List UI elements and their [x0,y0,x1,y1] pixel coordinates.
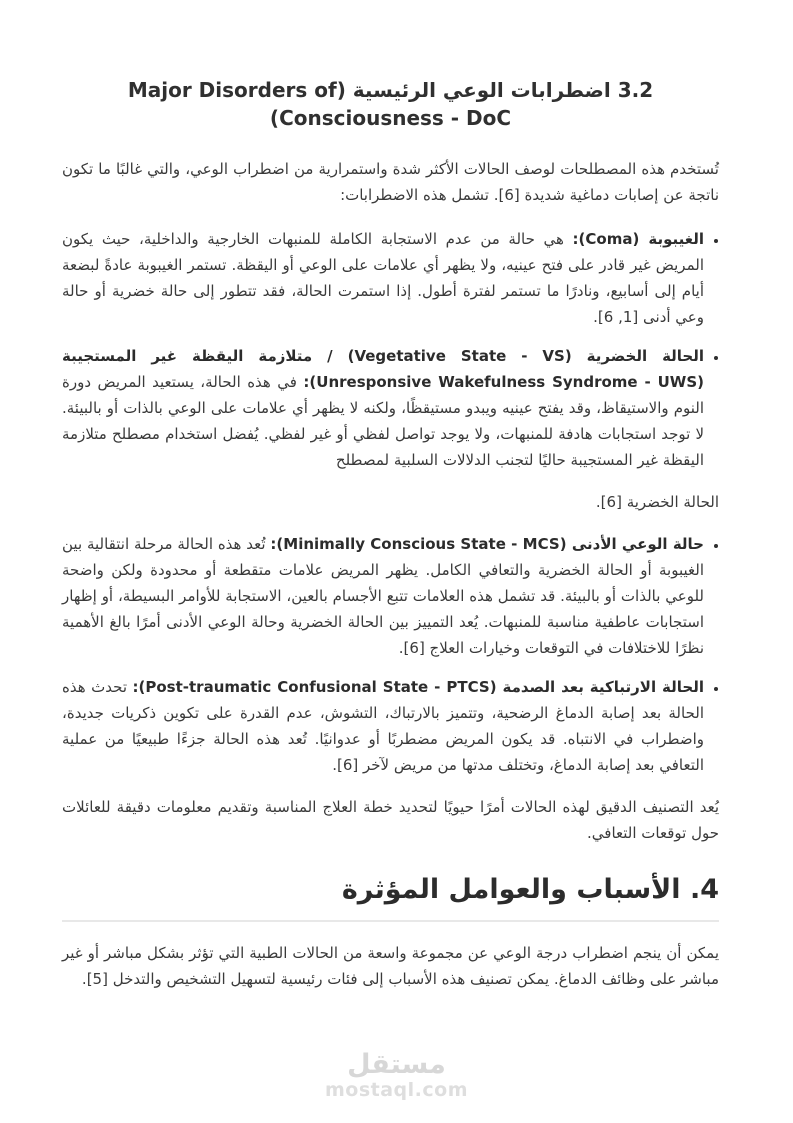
term-post-traumatic-confusional-state: الحالة الارتباكية بعد الصدمة (Post-traumatic Confusional State - PTCS): [132,678,704,696]
section-heading-disorders-of-consciousness: 3.2 اضطرابات الوعي الرئيسية (Major Disorders of Consciousness - DoC) [127,78,654,130]
term-vegetative-state: الحالة الخضرية (Vegetative State - VS) / متلازمة اليقظة غير المستجيبة (Unresponsive Wakefulness Syndrome - UWS): [62,347,705,391]
desc-minimally-conscious-state: تُعد هذه الحالة مرحلة انتقالية بين الغيبوبة أو الحالة الخضرية والتعافي الكامل. يظهر المريض علامات متقطعة أو محدودة ولكن واضحة للوعي بالذات أو بالبيئة. قد تشمل هذه العلامات تتبع الأجسام بالعين، الاستجابة للأوامر البسيطة، أو إظهار استجابات عاطفية مناسبة للمنبهات. يُعد التمييز بين الحالة الخضرية وحالة الوعي الأدنى أمرًا بالغ الأهمية نظرًا للاختلافات في التوقعات وخيارات العلاج [6]. [62,535,704,657]
vegetative-state-note: الحالة الخضرية [6]. [595,493,719,511]
list-item-post-traumatic-confusional-state [62,674,704,778]
section-heading-causes: 4. الأسباب والعوامل المؤثرة [62,872,719,922]
mostaql-logo-arabic: مستقل [347,1049,446,1080]
desc-post-traumatic-confusional-state: تحدث هذه الحالة بعد إصابة الدماغ الرضحية، وتتميز بالارتباك، التشوش، عدم القدرة على تكوين ذكريات جديدة، واضطراب في الانتباه. قد يكون المريض مضطربًا أو عدوانيًا. تُعد هذه الحالة جزءًا طبيعيًا من عملية التعافي بعد إصابة الدماغ، وتختلف مدتها من مريض لآخر [6]. [62,678,704,774]
term-coma: الغيبوبة (Coma): [572,230,704,248]
intro-paragraph: تُستخدم هذه المصطلحات لوصف الحالات الأكثر شدة واستمرارية من اضطراب الوعي، والتي غالبًا ما تكون ناتجة عن إصابات دماغية شديدة [6]. تشمل هذه الاضطرابات: [62,160,719,204]
mostaql-domain-text: mostaql.com [324,1079,468,1101]
list-item-vegetative-state [62,343,704,473]
disorders-list-second [62,531,719,778]
disorders-list-first [62,226,719,473]
causes-intro-paragraph: يمكن أن ينجم اضطراب درجة الوعي عن مجموعة واسعة من الحالات الطبية التي تؤثر بشكل مباشر أو غير مباشر على وظائف الدماغ. يمكن تصنيف هذه الأسباب إلى فئات رئيسية لتسهيل التشخيص والتدخل [5]. [62,944,719,988]
closing-paragraph: يُعد التصنيف الدقيق لهذه الحالات أمرًا حيويًا لتحديد خطة العلاج المناسبة وتقديم معلومات دقيقة للعائلات حول توقعات التعافي. [62,798,719,842]
desc-coma: هي حالة من عدم الاستجابة الكاملة للمنبهات الخارجية والداخلية، حيث يكون المريض غير قادر على فتح عينيه، ولا يظهر أي علامات على الوعي أو اليقظة. تستمر الغيبوبة عادةً لبضعة أيام إلى أسابيع، ونادرًا ما تستمر لفترة أطول. إذا استمرت الحالة، فقد تتطور إلى حالة خضرية أو حالة وعي أدنى [1, 6]. [62,230,704,326]
list-item-minimally-conscious-state [62,531,704,661]
desc-vegetative-state: في هذه الحالة، يستعيد المريض دورة النوم والاستيقاظ، وقد يفتح عينيه ويبدو مستيقظًا، ولكنه لا يظهر أي علامات على الوعي بالذات أو بالبيئة. لا توجد استجابات هادفة للمنبهات، ولا يوجد تواصل لفظي أو غير لفظي. يُفضل استخدام مصطلح متلازمة اليقظة غير المستجيبة حاليًا لتجنب الدلالات السلبية لمصطلح [62,373,704,469]
list-item-coma [62,226,704,330]
mostaql-watermark [0,1050,793,1100]
term-minimally-conscious-state: حالة الوعي الأدنى (Minimally Conscious State - MCS): [270,535,704,553]
